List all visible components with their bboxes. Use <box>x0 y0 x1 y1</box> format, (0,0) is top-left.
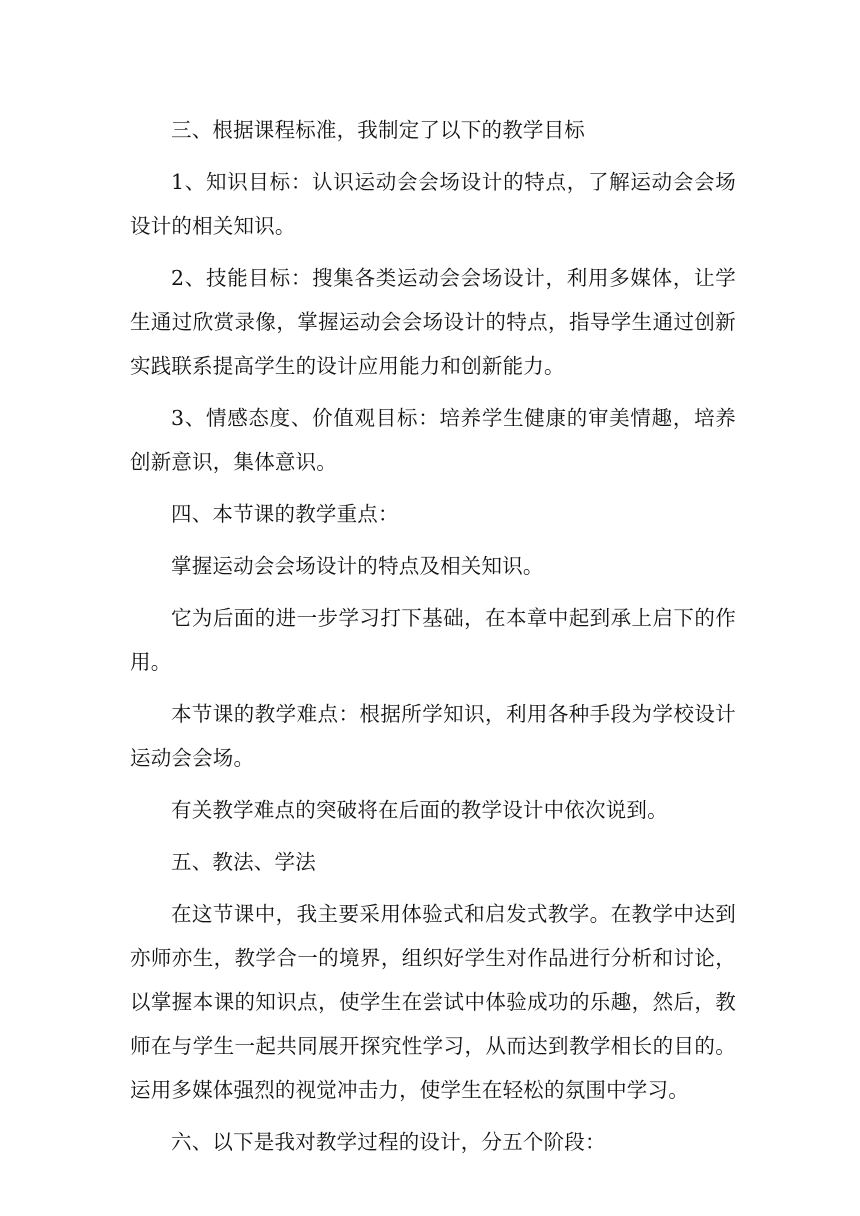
teaching-methods-text: 在这节课中，我主要采用体验式和启发式教学。在教学中达到亦师亦生，教学合一的境界，组织好学生对作品进行分析和讨论，以掌握本课的知识点，使学生在尝试中体验成功的乐趣，然后，教师在与学生一起共同展开探究性学习，从而达到教学相长的目的。运用多媒体强烈的视觉冲击力，使学生在轻松的氛围中学习。 <box>130 902 736 1102</box>
heading-teaching-objectives: 三、根据课程标准，我制定了以下的教学目标 <box>171 118 585 142</box>
difficulty-note: 有关教学难点的突破将在后面的教学设计中依次说到。 <box>171 798 668 822</box>
heading-teaching-methods: 五、教法、学法 <box>171 850 316 874</box>
knowledge-objective: 1、知识目标：认识运动会会场设计的特点，了解运动会会场设计的相关知识。 <box>130 170 736 238</box>
document-page <box>130 108 736 1164</box>
difficulty-text: 本节课的教学难点：根据所学知识，利用各种手段为学校设计运动会会场。 <box>130 702 736 770</box>
key-point-role: 它为后面的进一步学习打下基础，在本章中起到承上启下的作用。 <box>130 606 736 674</box>
heading-key-points: 四、本节课的教学重点： <box>171 502 399 526</box>
skill-objective: 2、技能目标：搜集各类运动会会场设计，利用多媒体，让学生通过欣赏录像，掌握运动会会场设计的特点，指导学生通过创新实践联系提高学生的设计应用能力和创新能力。 <box>130 266 736 378</box>
heading-teaching-process: 六、以下是我对教学过程的设计，分五个阶段： <box>171 1130 606 1154</box>
emotion-objective: 3、情感态度、价值观目标：培养学生健康的审美情趣，培养创新意识，集体意识。 <box>130 406 736 474</box>
key-point-text: 掌握运动会会场设计的特点及相关知识。 <box>171 554 544 578</box>
